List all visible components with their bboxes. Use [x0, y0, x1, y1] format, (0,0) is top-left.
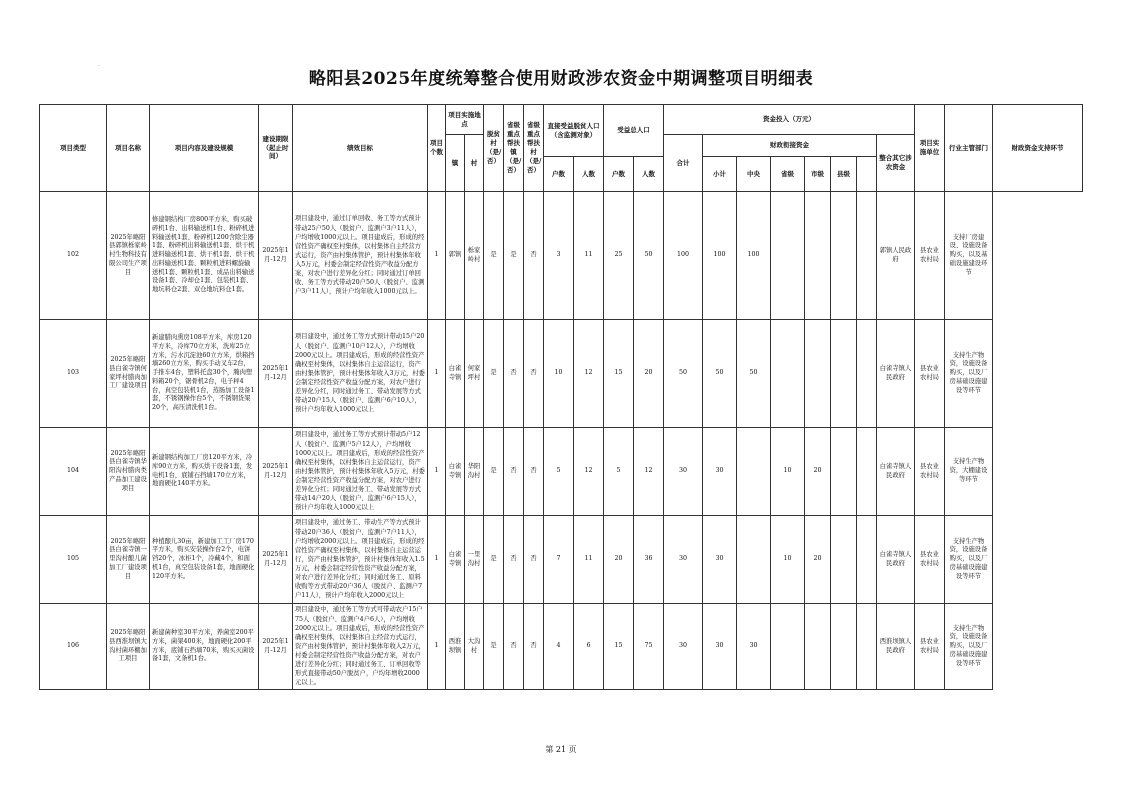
row-period: 2025年1月-12月 [259, 516, 293, 604]
row-poor-village: 是 [484, 320, 504, 428]
row-poor-village: 是 [484, 192, 504, 320]
row-goal: 项目建设中，通过务工等方式预计带动15户20人（脱贫户、监测户10户12人），户均增收2000元以上。项目建成后，形成的经营性资产确权至村集体，以村集体自主运营运行，资产由村集体管护，预计村集体年收入3万元，村委会制定经营性资产收益分配方案，对农户进行差异化分红，同时通过务工、带动发展等方式带动20户15人（脱贫户、监测户6户10人），预计户均年收入1000元以上 [293, 320, 428, 428]
row-dept: 县农业农村局 [915, 192, 945, 320]
row-central [737, 516, 771, 604]
row-unit: 白雀寺镇人民政府 [877, 428, 915, 516]
row-ben-households: 5 [604, 428, 634, 516]
row-subtotal: 30 [703, 516, 737, 604]
row-ben-people: 36 [634, 516, 664, 604]
page-title: 略阳县2025年度统筹整合使用财政涉农资金中期调整项目明细表 [308, 69, 814, 89]
row-subtotal: 30 [703, 428, 737, 516]
row-other [857, 192, 877, 320]
row-ben-people: 20 [634, 320, 664, 428]
row-ben-households: 20 [604, 516, 634, 604]
row-other [857, 516, 877, 604]
header-dept: 行业主管部门 [945, 105, 993, 192]
page-number: 第 21 页 [545, 745, 577, 754]
row-total: 30 [664, 604, 703, 690]
table-row [40, 192, 1083, 320]
row-city [805, 320, 831, 428]
header-name: 项目名称 [107, 105, 150, 192]
row-period: 2025年1月-12月 [259, 192, 293, 320]
header-goal: 绩效目标 [293, 105, 428, 192]
row-subtotal: 30 [703, 604, 737, 690]
row-link: 支持生产物资，大棚建设等环节 [945, 428, 993, 516]
row-link: 支持生产物资，设施设备购买，以及厂房基础设施建设等环节 [945, 516, 993, 604]
row-town: 西淮坝镇 [446, 604, 465, 690]
row-count: 1 [428, 516, 446, 604]
row-content: 新建钢结构加工厂房120平方米，冷库90立方米，购买烘干设备1套，发电机1台，底铺石挡墙170立方米，地面硬化140平方米。 [150, 428, 259, 516]
row-key-town: 是 [504, 192, 524, 320]
row-direct-people: 11 [574, 516, 604, 604]
row-period: 2025年1月-12月 [259, 428, 293, 516]
row-subtotal: 100 [703, 192, 737, 320]
row-province: 10 [771, 428, 805, 516]
row-direct-people: 12 [574, 320, 604, 428]
row-ben-people: 75 [634, 604, 664, 690]
header-town: 镇 [446, 135, 465, 192]
row-county [831, 320, 857, 428]
row-central [737, 428, 771, 516]
row-direct-households: 4 [544, 604, 574, 690]
row-subtotal: 50 [703, 320, 737, 428]
row-total: 30 [664, 428, 703, 516]
header-unit: 项目实施单位 [915, 105, 945, 192]
header-direct-households: 户数 [544, 157, 574, 192]
header-period: 建设期限（起止时间） [259, 105, 293, 192]
row-dept: 县农业农村局 [915, 516, 945, 604]
row-key-village: 否 [524, 428, 544, 516]
row-key-town: 否 [504, 428, 524, 516]
row-name: 2025年略阳县白雀寺镇何家坪村腊肉加工厂建设项目 [107, 320, 150, 428]
header-fiscal: 财政衔接资金 [703, 135, 877, 157]
header-key-town: 省级重点帮扶镇（是/否） [504, 105, 524, 192]
row-dept: 县农业农村局 [915, 604, 945, 690]
row-link: 支持生产物资，设施设备购买，以及厂房基础设施建设等环节 [945, 320, 993, 428]
row-poor-village: 是 [484, 428, 504, 516]
header-funds: 资金投入（万元） [664, 105, 915, 135]
row-content: 修建钢结构厂房800平方米，购买破碎机1台、出料输送机1台、粉碎机进料输送机1套、粉碎机1200含除尘器1套、粉碎机出料输送机1套、烘干机进料输送机1套、烘干机1套、烘干机出料输送机1套、颗粒机进料螺旋输送机1套、颗粒机1套、成品出料输送设备1套、冷却仓1套、包装机1套、地坑料仓2套、双仓地坑料仓1套。 [150, 192, 259, 320]
row-key-village: 否 [524, 320, 544, 428]
header-link: 财政资金支持环节 [993, 105, 1083, 192]
header-central: 中央 [737, 157, 771, 192]
row-key-town: 否 [504, 516, 524, 604]
row-count: 1 [428, 604, 446, 690]
row-id: 104 [40, 428, 107, 516]
row-town: 白雀寺镇 [446, 428, 465, 516]
row-ben-households: 15 [604, 320, 634, 428]
row-direct-households: 7 [544, 516, 574, 604]
row-key-town: 否 [504, 604, 524, 690]
header-other: 整合其它涉农资金 [877, 135, 915, 192]
row-total: 30 [664, 516, 703, 604]
row-central: 100 [737, 192, 771, 320]
row-direct-households: 3 [544, 192, 574, 320]
row-province [771, 320, 805, 428]
row-count: 1 [428, 428, 446, 516]
row-unit: 白雀寺镇人民政府 [877, 516, 915, 604]
row-unit: 白雀寺镇人民政府 [877, 320, 915, 428]
header-direct: 直接受益脱贫人口（含监测对象） [544, 105, 604, 157]
header-beneficiary: 受益总人口 [604, 105, 664, 157]
row-goal: 项目建设中，通过务工等方式预计带动5户12人（脱贫户、监测户5户12人），户均增收1000元以上。项目建成后，形成的经营性资产确权至村集体，以村集体自主运营运行，资产由村集体管护，预计村集体年收入5万元，村委会制定经营性资产收益分配方案，对农户进行差异化分红；同时通过务工、带动发展等方式带动14户20人（脱贫户、监测户6户15人），预计户均年收入1000元以上 [293, 428, 428, 516]
header-content: 项目内容及建设规模 [150, 105, 259, 192]
row-county [831, 516, 857, 604]
row-town: 白雀寺镇 [446, 320, 465, 428]
row-other [857, 428, 877, 516]
row-county [831, 428, 857, 516]
header-province: 省级 [771, 157, 805, 192]
row-unit: 西淮坝镇人民政府 [877, 604, 915, 690]
header-location: 项目实施地点 [446, 105, 484, 135]
table-row [40, 516, 1083, 604]
row-direct-people: 6 [574, 604, 604, 690]
row-other [857, 320, 877, 428]
row-city [805, 604, 831, 690]
row-poor-village: 是 [484, 516, 504, 604]
row-direct-households: 10 [544, 320, 574, 428]
row-link: 支持生产物资，设施设备购买，以及厂房基础设施建设等环节 [945, 604, 993, 690]
header-count: 项目个数 [428, 105, 446, 192]
margin-dot: · [98, 63, 100, 70]
row-link: 支持厂房建设、设施设备购买，以及基础设施建设环节 [945, 192, 993, 320]
row-poor-village: 是 [484, 604, 504, 690]
header-ben-people: 人数 [634, 157, 664, 192]
header-ben-households: 户数 [604, 157, 634, 192]
header-direct-people: 人数 [574, 157, 604, 192]
row-content: 新建菌种室30平方米，养菌室200平方米，菌架400米，地面硬化200平方米，底铺石挡墙70米，购买灭菌设备1套，文条机1台。 [150, 604, 259, 690]
row-central: 50 [737, 320, 771, 428]
row-content: 种植酿儿30亩，新建加工工厂房170平方米，购买安装操作台2个，电饼铛20个，冰柜1个，冷藏4个，和面机1台，真空包装设备1套，地面硬化120平方米。 [150, 516, 259, 604]
row-province: 10 [771, 516, 805, 604]
table-row [40, 320, 1083, 428]
row-city: 20 [805, 516, 831, 604]
header-county: 县级 [831, 157, 857, 192]
row-ben-households: 15 [604, 604, 634, 690]
row-province [771, 604, 805, 690]
row-goal: 项目建设中，通过务工等方式可带动农户15户75人（脱贫户、监测户4户6人），户均增收2000元以上。项目建成后，形成的经营性资产确权至村集体，以村集体自主经营方式运行，资产由村集体管护，预计村集体年收入2万元，村委会制定经营性资产收益分配方案，对农户进行差异化分红；同时通过务工、订单回收等形式直接带动50户脱贫户，户均年增收2000元以上。 [293, 604, 428, 690]
row-village: 一里沟村 [465, 516, 484, 604]
header-type: 项目类型 [40, 105, 107, 192]
header-key-village: 省级重点帮扶村（是/否） [524, 105, 544, 192]
row-id: 103 [40, 320, 107, 428]
row-ben-people: 12 [634, 428, 664, 516]
row-city: 20 [805, 428, 831, 516]
header-total: 合计 [664, 135, 703, 192]
row-town: 郭镇 [446, 192, 465, 320]
table-row [40, 428, 1083, 516]
row-village: 华阳沟村 [465, 428, 484, 516]
row-total: 100 [664, 192, 703, 320]
row-id: 106 [40, 604, 107, 690]
row-dept: 县农业农村局 [915, 320, 945, 428]
row-period: 2025年1月-12月 [259, 320, 293, 428]
row-county [831, 192, 857, 320]
header-village: 村 [465, 135, 484, 192]
row-goal: 项目建设中，通过务工、带动生产等方式预计带动20户36人（脱贫户、监测户7户11人），户均增收2000元以上。项目建成后，形成的经营性资产确权至村集体，以村集体自主运营运行，资产由村集体管护，预计村集体年收入1.5万元，村委会制定经营性资产收益分配方案，对农户进行差异化分红；同时通过务工、原料收购等方式带动20户36人（脱贫户、监测户7户11人），预计户均年收入2000元以上 [293, 516, 428, 604]
row-village: 栎家岭村 [465, 192, 484, 320]
row-goal: 项目建设中，通过订单回收、务工等方式预计带动25户50人（脱贫户、监测户3户11人），户均增收1000元以上。项目建成后，形成的经营性资产确权至村集体，以村集体自主经营方式运行，资产由村集体管护，预计村集体年收入5万元，村委会制定经营性资产收益分配方案，对农户进行差异化分红；同时通过订单回收、务工等方式带动20户50人（脱贫户、监测户3户11人），预计户均年收入1000元以上。 [293, 192, 428, 320]
row-key-village: 否 [524, 516, 544, 604]
row-central: 30 [737, 604, 771, 690]
row-name: 2025年略阳县郭镇栎家岭村生物科技有限公司生产项目 [107, 192, 150, 320]
row-name: 2025年略阳县西淮坝镇大沟村菌环棚加工项目 [107, 604, 150, 690]
row-province [771, 192, 805, 320]
row-period: 2025年1月-12月 [259, 604, 293, 690]
row-direct-people: 12 [574, 428, 604, 516]
row-ben-households: 25 [604, 192, 634, 320]
row-county [831, 604, 857, 690]
row-ben-people: 50 [634, 192, 664, 320]
row-total: 50 [664, 320, 703, 428]
row-id: 105 [40, 516, 107, 604]
row-key-village: 否 [524, 192, 544, 320]
row-count: 1 [428, 320, 446, 428]
row-unit: 郭镇人民政府 [877, 192, 915, 320]
header-subtotal: 小计 [703, 157, 737, 192]
row-other [857, 604, 877, 690]
row-city [805, 192, 831, 320]
row-town: 白雀寺镇 [446, 516, 465, 604]
row-village: 何家坪村 [465, 320, 484, 428]
row-direct-households: 5 [544, 428, 574, 516]
row-village: 大沟村 [465, 604, 484, 690]
row-name: 2025年略阳县白雀寺镇一里沟村酿儿菌加工厂建设项目 [107, 516, 150, 604]
row-direct-people: 11 [574, 192, 604, 320]
row-content: 新建腊肉熏房108平方米，库房120平方米，冷库70立方米，洗库25立方米，污水沉淀池60立方米，烘箱挡墙260立方米，购买手动叉车2台，手推车4台，塑料托盘30个，腌肉塑料箱20个，锯骨机2台，电子秤4台，真空包装机1台，蒸肠加工设备1套，不锈钢操作台5个，不锈钢货架20个，高压清洗机1台。 [150, 320, 259, 428]
row-key-village: 否 [524, 604, 544, 690]
row-name: 2025年略阳县白雀寺镇华阳沟村腊肉类产品加工建设项目 [107, 428, 150, 516]
row-key-town: 否 [504, 320, 524, 428]
row-id: 102 [40, 192, 107, 320]
row-dept: 县农业农村局 [915, 428, 945, 516]
header-city: 市级 [805, 157, 831, 192]
header-poor-village: 脱贫村（是/否） [484, 105, 504, 192]
project-table [39, 104, 1083, 690]
row-count: 1 [428, 192, 446, 320]
table-row [40, 604, 1083, 690]
